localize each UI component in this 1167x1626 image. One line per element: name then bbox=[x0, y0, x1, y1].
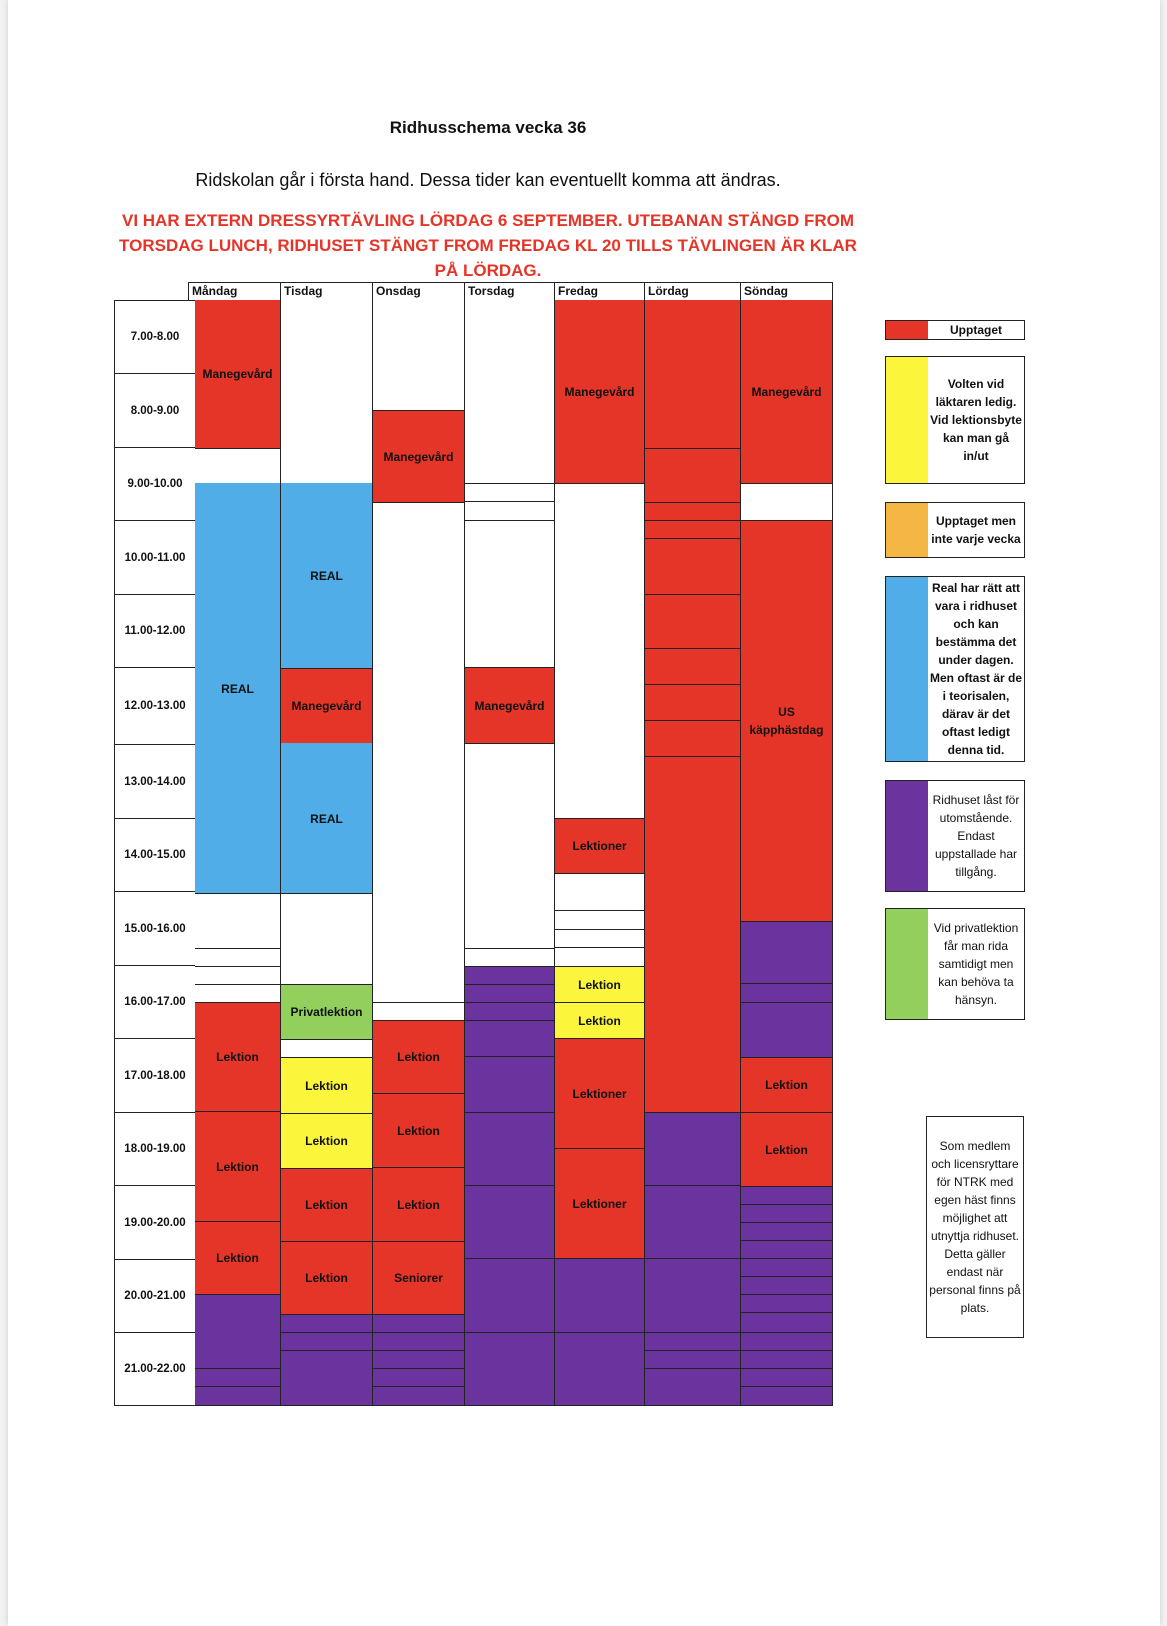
schedule-block: Manegevård bbox=[195, 300, 280, 448]
legend-locked bbox=[885, 780, 1025, 892]
schedule-block: Lektioner bbox=[555, 1038, 644, 1148]
legend-volt bbox=[885, 356, 1025, 484]
day-header-sunday: Söndag bbox=[740, 282, 833, 301]
schedule-block bbox=[195, 1294, 280, 1405]
schedule-block: Lektion bbox=[555, 966, 644, 1002]
day-column-tuesday bbox=[281, 300, 373, 1406]
schedule-block bbox=[281, 893, 372, 984]
legend-occupied-sometimes bbox=[885, 502, 1025, 558]
legend-private bbox=[885, 908, 1025, 1020]
day-column-friday bbox=[555, 300, 645, 1406]
time-column bbox=[114, 300, 196, 1406]
schedule-block: REAL bbox=[195, 483, 280, 893]
schedule-block: Lektion bbox=[373, 1167, 464, 1241]
schedule-block bbox=[195, 893, 280, 948]
day-header-thursday: Torsdag bbox=[464, 282, 555, 301]
schedule-block: Manegevård bbox=[281, 668, 372, 743]
schedule-block: Manegevård bbox=[555, 300, 644, 483]
legend-swatch bbox=[886, 321, 928, 339]
schedule-block bbox=[195, 448, 280, 483]
time-slot: 7.00-8.00 bbox=[115, 301, 195, 374]
schedule-block: Manegevård bbox=[465, 667, 554, 743]
time-slot: 8.00-9.00 bbox=[115, 374, 195, 448]
day-header-saturday: Lördag bbox=[644, 282, 741, 301]
schedule-block: REAL bbox=[281, 743, 372, 893]
schedule-block: Lektion bbox=[281, 1168, 372, 1241]
page bbox=[8, 0, 1160, 1626]
schedule-block bbox=[645, 300, 740, 1112]
time-slot: 18.00-19.00 bbox=[115, 1113, 195, 1186]
page-subtitle: Ridskolan går i första hand. Dessa tider kan eventuellt komma att ändras. bbox=[195, 170, 781, 190]
schedule-block bbox=[741, 1186, 832, 1405]
time-slot: 16.00-17.00 bbox=[115, 966, 195, 1039]
legend-swatch bbox=[886, 577, 928, 761]
legend-label: Real har rätt att vara i ridhuset och kan bestämma det under dagen. Men oftast är de i teorisalen, därav är det oftast ledigt denna tid. bbox=[930, 581, 1023, 757]
day-header-monday: Måndag bbox=[188, 282, 281, 301]
time-slot: 12.00-13.00 bbox=[115, 668, 195, 745]
schedule-block: Lektion bbox=[741, 1112, 832, 1186]
time-slot: 10.00-11.00 bbox=[115, 521, 195, 595]
legend-label: Volten vid läktaren ledig. Vid lektionsbyte kan man gå in/ut bbox=[930, 377, 1022, 463]
schedule-block: Lektioner bbox=[555, 818, 644, 873]
schedule-block: Lektion bbox=[741, 1057, 832, 1112]
schedule-block bbox=[373, 502, 464, 1002]
schedule-block: Lektion bbox=[281, 1241, 372, 1314]
time-slot: 20.00-21.00 bbox=[115, 1260, 195, 1333]
time-slot: 11.00-12.00 bbox=[115, 595, 195, 668]
schedule-block: Lektion bbox=[195, 1111, 280, 1221]
legend-label: Ridhuset låst för utomstående. Endast uppstallade har tillgång. bbox=[932, 793, 1020, 879]
day-header-friday: Fredag bbox=[554, 282, 645, 301]
time-slot: 21.00-22.00 bbox=[124, 1363, 186, 1375]
schedule-block: Manegevård bbox=[373, 410, 464, 502]
schedule-block: Privatlektion bbox=[281, 984, 372, 1039]
schedule-block: Lektioner bbox=[555, 1148, 644, 1258]
legend-swatch bbox=[886, 909, 928, 1019]
day-column-monday bbox=[195, 300, 281, 1406]
schedule-block bbox=[373, 300, 464, 410]
time-slot: 17.00-18.00 bbox=[115, 1039, 195, 1113]
schedule-block bbox=[741, 483, 832, 520]
legend-occupied bbox=[885, 320, 1025, 340]
day-header-tuesday: Tisdag bbox=[280, 282, 373, 301]
time-slot: 15.00-16.00 bbox=[115, 892, 195, 966]
legend-swatch bbox=[886, 781, 928, 891]
legend-label: Vid privatlektion får man rida samtidigt men kan behöva ta hänsyn. bbox=[933, 921, 1019, 1007]
time-slot: 13.00-14.00 bbox=[115, 745, 195, 819]
schedule-block bbox=[555, 483, 644, 818]
schedule-block: Lektion bbox=[195, 1221, 280, 1294]
schedule-block: Lektion bbox=[195, 1002, 280, 1111]
schedule-block bbox=[465, 743, 554, 966]
schedule-block: Seniorer bbox=[373, 1241, 464, 1314]
schedule-block bbox=[555, 873, 644, 966]
schedule-block: US käpphästdag bbox=[741, 520, 832, 921]
legend-swatch bbox=[886, 357, 928, 483]
day-column-wednesday bbox=[373, 300, 465, 1406]
schedule-block: Lektion bbox=[373, 1020, 464, 1093]
schedule-block: Manegevård bbox=[741, 300, 832, 483]
schedule-block bbox=[741, 921, 832, 1057]
time-slot: 14.00-15.00 bbox=[115, 819, 195, 892]
legend-real bbox=[885, 576, 1025, 762]
schedule-block: Lektion bbox=[281, 1057, 372, 1113]
legend-label: Upptaget bbox=[950, 323, 1002, 337]
legend-swatch bbox=[886, 503, 928, 557]
schedule-block: Lektion bbox=[373, 1093, 464, 1167]
schedule-block bbox=[281, 1314, 372, 1405]
time-slot: 19.00-20.00 bbox=[115, 1186, 195, 1260]
page-title: Ridhusschema vecka 36 bbox=[389, 118, 587, 137]
member-info-box: Som medlem och licensryttare för NTRK med egen häst finns möjlighet att utnyttja ridhuset. Detta gäller endast när personal finns på plats. bbox=[926, 1116, 1024, 1338]
schedule-block: Lektion bbox=[555, 1002, 644, 1038]
competition-notice: VI HAR EXTERN DRESSYRTÄVLING LÖRDAG 6 SEPTEMBER. UTEBANAN STÄNGD FROM TORSDAG LUNCH, RIDHUSET STÄNGT FROM FREDAG KL 20 TILLS TÄVLINGEN ÄR KLAR PÅ LÖRDAG. bbox=[119, 211, 857, 280]
time-slot: 9.00-10.00 bbox=[115, 448, 195, 521]
day-column-thursday bbox=[465, 300, 555, 1406]
schedule-block bbox=[281, 1039, 372, 1057]
day-header-wednesday: Onsdag bbox=[372, 282, 465, 301]
schedule-block bbox=[373, 1314, 464, 1405]
schedule-block: REAL bbox=[281, 483, 372, 668]
day-column-sunday bbox=[741, 300, 833, 1406]
day-column-saturday bbox=[645, 300, 741, 1406]
legend-label: Upptaget men inte varje vecka bbox=[931, 514, 1021, 546]
schedule-block bbox=[281, 300, 372, 483]
schedule-block: Lektion bbox=[281, 1113, 372, 1168]
